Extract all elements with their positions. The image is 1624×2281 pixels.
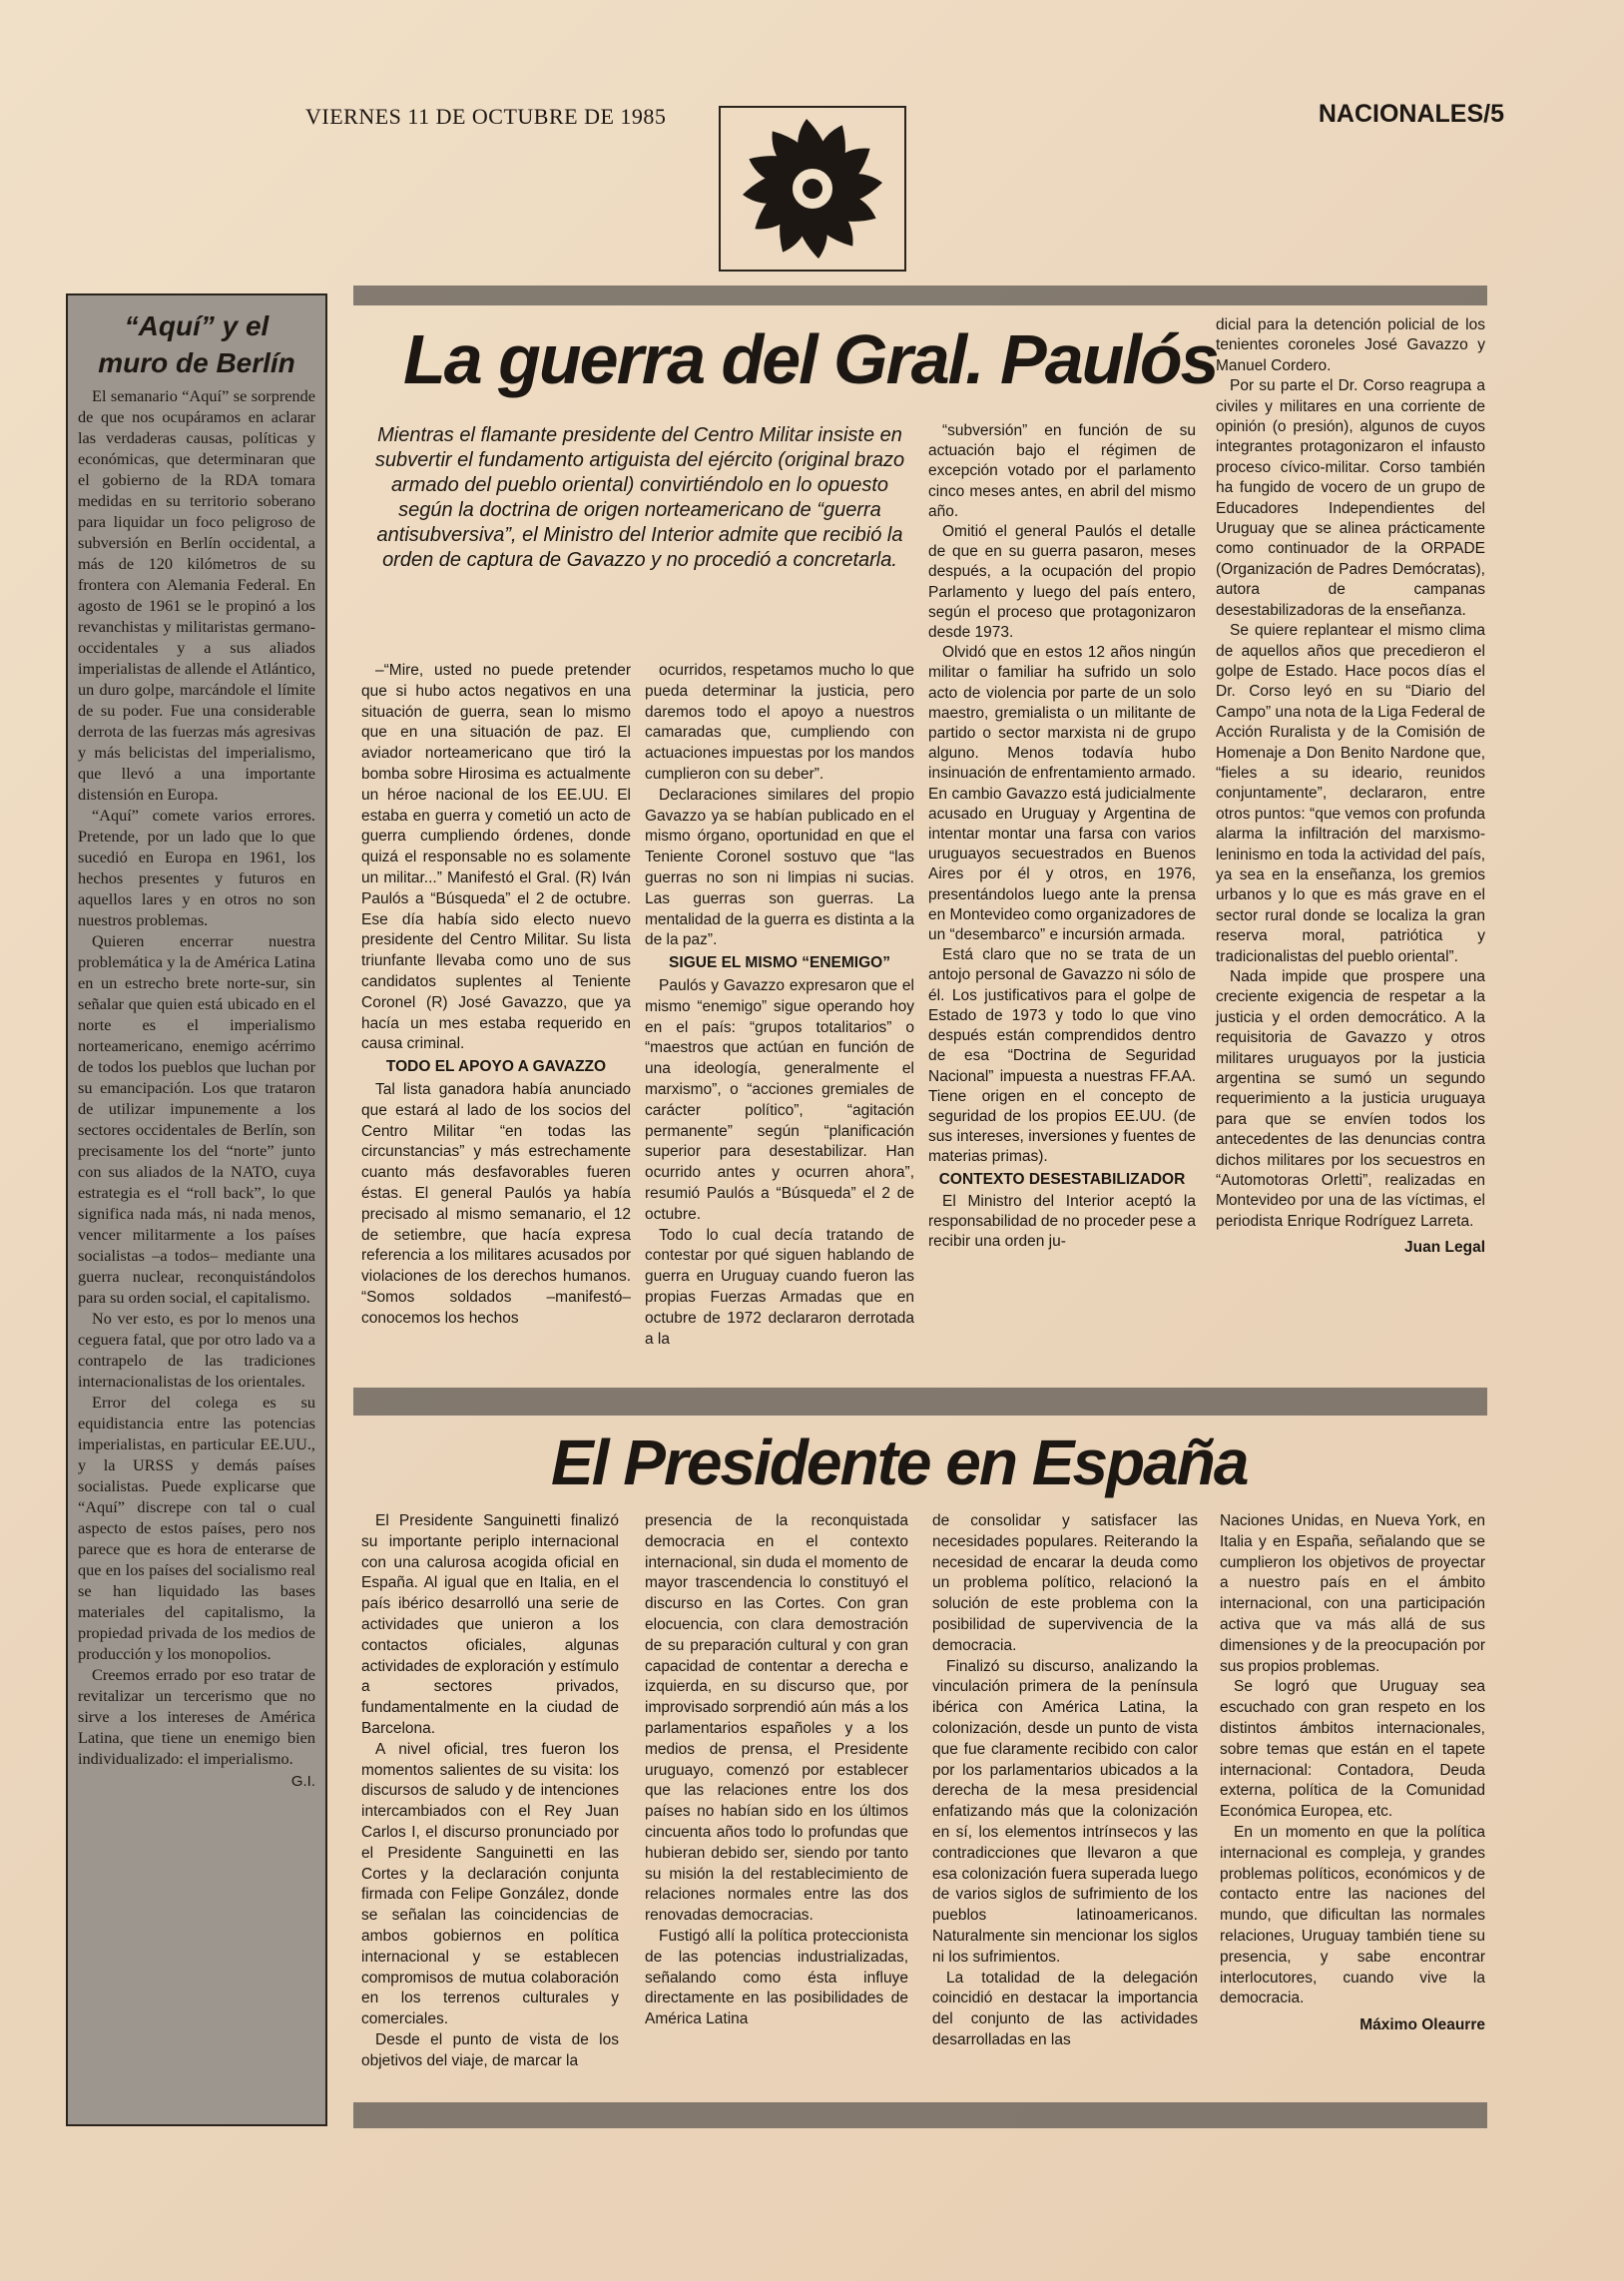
radial-sun-emblem-icon <box>721 108 904 270</box>
rule-middle <box>353 1388 1487 1416</box>
article2-paragraph: Naciones Unidas, en Nueva York, en Italia y en España, señalando que se cumplieron los objetivos de proyectar a nuestro país en el ámbito internacional, con una participación activa que va más allá de sus dimensiones y de la preocupación por sus propios problemas. <box>1220 1512 1485 1675</box>
article1-paragraph: dicial para la detención policial de los tenientes coroneles José Gavazzo y Manuel Cordero. <box>1216 316 1485 374</box>
sidebar-editorial-box <box>66 293 327 2126</box>
article2-column-4 <box>1220 1511 1485 2036</box>
article1-paragraph: Se quiere replantear el mismo clima de aquellos años que precedieron el golpe de Estado. Hace pocos días el Dr. Corso leyó en su “Diario del Campo” una nota de la Liga Federal de Acción Ruralista y de la Comisión de Homenaje a Don Benito Nardone que, “fieles a su ideario, reunidos conjuntamente”, declararon, entre otros puntos: “que vemos con profunda alarma la infiltración del marxismo-leninismo en toda la actividad del país, ya sea en la enseñanza, los gremios urbanos y lo que es más grave en el sector rural donde se localiza la gran reserva moral, patriótica y tradicionalistas del pueblo oriental”. <box>1216 622 1485 965</box>
sidebar-signature: G.I. <box>290 1773 315 1790</box>
article2-paragraph: Fustigó allí la política proteccionista de las potencias industrializadas, señalando como ésta influye directamente en las posibilidades de América Latina <box>645 1927 908 2028</box>
article2-paragraph: El Presidente Sanguinetti finalizó su importante periplo internacional con una calurosa acogida oficial en España. Al igual que en Italia, en el país ibérico desarrolló una serie de actividades que unieron a los contactos oficiales, algunas actividades de exploración y estímulo a sectores privados, fundamentalmente en la ciudad de Barcelona. <box>361 1512 619 1737</box>
article2-paragraph: Finalizó su discurso, analizando la vinculación primera de la península ibérica con América Latina, la colonización, desde un punto de vista que fue claramente recibido con calor por los parlamentarios ubicados a la derecha de la mesa presidencial enfatizando más que la colonización en sí, los elementos intrínsecos y las contradicciones que llevaron a que esa colonización fuera superada luego de varios siglos de sufrimiento de los pueblos latinoamericanos. Naturalmente sin mencionar los siglos ni los sufrimientos. <box>932 1657 1198 1966</box>
rule-top <box>353 285 1487 305</box>
article2-column-2 <box>645 1511 908 2030</box>
article1-subhead-1: TODO EL APOYO A GAVAZZO <box>385 1058 607 1076</box>
sidebar-paragraph: Creemos errado por eso tratar de revitalizar un tercerismo que no sirve a los intereses de América Latina, que tiene un enemigo bien individualizado: el imperialismo. <box>78 1665 315 1768</box>
article1-paragraph: Nada impide que prospere una creciente exigencia de respetar a la justicia y el orden democrático. A la requisitoria de Gavazzo y otros militares uruguayos por la justicia argentina se sumó un segundo requerimiento a la justicia uruguaya para que se envíen todos los antecedentes de las denuncias contra dichos militares por los secuestros en “Automotoras Orletti”, realizadas en Montevideo por una de las víctimas, el periodista Enrique Rodríguez Larreta. <box>1216 968 1485 1230</box>
article2-column-1 <box>361 1511 619 2072</box>
article1-column-4 <box>1216 315 1485 1259</box>
rule-bottom <box>353 2102 1487 2128</box>
article1-column-2 <box>645 661 914 1350</box>
article1-paragraph: Olvidó que en estos 12 años ningún militar o familiar ha sufrido un solo acto de violencia por parte de un solo maestro, gremialista o un militante de partido o sector marxista ni de grupo alguno. Menos todavía hubo insinuación de enfrentamiento armado. En cambio Gavazzo está judicialmente acusado en Uruguay y Argentina de intentar montar una farsa con varios uruguayos secuestrados en Buenos Aires por él y otros, en 1976, presentándolos luego ante la prensa en Montevideo como organizadores de un “desembarco” e incursión armada. <box>928 644 1196 944</box>
article2-column-3 <box>932 1511 1198 2051</box>
newspaper-emblem <box>719 106 906 272</box>
sidebar-body <box>78 385 315 1769</box>
article1-signature: Juan Legal <box>1404 1239 1485 1257</box>
article1-headline: La guerra del Gral. Paulós <box>403 320 1218 398</box>
sidebar-paragraph: El semanario “Aquí” se sorprende de que nos ocupáramos en aclarar las verdaderas causas, políticas y económicas, que determinaran que el gobierno de la RDA tomara medidas en su territorio soberano para liquidar un foco peligroso de subversión en Berlín occidental, a más de 120 kilómetros de su frontera con Alemania Federal. En agosto de 1961 se le propinó a los revanchistas y militaristas germano-occidentales y a sus aliados imperialistas de allende el Atlántico, un duro golpe, marcándole el límite de su poder. Fue una considerable derrota de las fuerzas más agresivas y más belicistas del imperialismo, que llevó a una importante distensión en Europa. <box>78 386 315 804</box>
article1-lead: Mientras el flamante presidente del Centro Militar insiste en subvertir el fundamento artiguista del ejército (original brazo armado del pueblo oriental) convirtiéndolo en lo opuesto según la doctrina de origen norteamericano de “guerra antisubversiva”, el Ministro del Interior admite que recibió la orden de captura de Gavazzo y no procedió a concretarla. <box>374 424 905 571</box>
article2-paragraph: La totalidad de la delegación coincidió en destacar la importancia del conjunto de las actividades desarrolladas en las <box>932 1969 1198 2048</box>
issue-date: VIERNES 11 DE OCTUBRE DE 1985 <box>305 104 667 129</box>
article1-paragraph: Paulós y Gavazzo expresaron que el mismo “enemigo” sigue operando hoy en el país: “grupos totalitarios” o “maestros que actúan en función de una ideología, generalmente el marxismo”, o “acciones gremiales de carácter político”, “agitación permanente” según “planificación superior para desestabilizar. Han ocurrido antes y ocurren ahora”, resumió Paulós a “Búsqueda” el 2 de octubre. <box>645 976 914 1223</box>
article1-paragraph: El Ministro del Interior aceptó la responsabilidad de no proceder pese a recibir una orden ju- <box>928 1192 1196 1251</box>
sidebar-title: “Aquí” y el muro de Berlín <box>98 310 295 378</box>
article1-subhead-2: SIGUE EL MISMO “ENEMIGO” <box>669 954 890 972</box>
article1-paragraph: ocurridos, respetamos mucho lo que pueda determinar la justicia, pero daremos todo el apoyo a nuestros camaradas que, cumpliendo con actuaciones impuestas por los mandos cumplieron con su deber”. <box>645 662 914 783</box>
article2-paragraph: En un momento en que la política internacional es compleja, y grandes problemas políticos, económicos y de contacto entre las naciones del mundo, que dificultan las normales relaciones, Uruguay también tiene su presencia, y sabe encontrar interlocutores, cuando vive la democracia. <box>1220 1823 1485 2007</box>
article2-headline: El Presidente en España <box>551 1426 1248 1498</box>
article1-column-3 <box>928 421 1196 1252</box>
sidebar-paragraph: Quieren encerrar nuestra problemática y la de América Latina en un estrecho brete norte-sur, sin señalar que quien está ubicado en el norte es el imperialismo norteamericano, enemigo acérrimo de todos los pueblos que luchan por su emancipación. Los que trataron de utilizar impunemente a los sectores occidentales de Berlín, son precisamente los del “norte” junto con sus aliados de la NATO, cuya estrategia es el “roll back”, lo que significa nada más, ni nada menos, vencer militarmente a los países socialistas –a todos– mediante una guerra nuclear, reconquistándolos para su orden social, el capitalismo. <box>78 931 315 1307</box>
article1-paragraph: Tal lista ganadora había anunciado que estará al lado de los socios del Centro Militar “en todas las circunstancias” y más estrechamente cuanto más desfavorables fueren éstas. El general Paulós ya había precisado al mismo semanario, el 12 de setiembre, que hacía expresa referencia a los militares acusados por violaciones de los derechos humanos. “Somos soldados –manifestó– conocemos los hechos <box>361 1080 631 1327</box>
article1-paragraph: Todo lo cual decía tratando de contestar por qué siguen hablando de guerra en Uruguay cuando fueron las propias Fuerzas Armadas que en octubre de 1972 declararon derrotada a la <box>645 1226 914 1348</box>
article2-paragraph: A nivel oficial, tres fueron los momentos salientes de su visita: los discursos de saludo y de intenciones intercambiados con el Rey Juan Carlos I, el discurso pronunciado por el Presidente Sanguinetti en las Cortes y la declaración conjunta firmada con Felipe González, donde se señalan las coincidencias de ambos gobiernos en política internacional y se establecen compromisos de mutua colaboración en los terrenos culturales y comerciales. <box>361 1740 619 2028</box>
article2-paragraph: de consolidar y satisfacer las necesidades populares. Reiterando la necesidad de encarar la deuda como un problema político, relacionó la solución de este problema con la posibilidad de supervivencia de la democracia. <box>932 1512 1198 1654</box>
sidebar-paragraph: Error del colega es su equidistancia entre las potencias imperialistas, en particular EE.UU., y la URSS y demás países socialistas. Puede explicarse que “Aquí” discrepe con tal o cual aspecto de estos países, pero nos parece que es hora de enterarse de que en los países del socialismo real se han liquidado las bases materiales del capitalismo, la propiedad privada de los medios de producción y los monopolios. <box>78 1393 315 1663</box>
article2-paragraph: Se logró que Uruguay sea escuchado con gran respeto en los distintos ámbitos internacionales, sobre temas que están en el tapete internacional: Contadora, Deuda externa, política de la Comunidad Económica Europea, etc. <box>1220 1678 1485 1821</box>
article1-paragraph: Omitió el general Paulós el detalle de que en su guerra pasaron, meses después, a la ocupación del propio Parlamento y luego del país entero, según el proceso que protagonizaron desde 1973. <box>928 523 1196 642</box>
article1-paragraph: “subversión” en función de su actuación bajo el régimen de excepción votado por el parlamento cinco meses antes, en abril del mismo año. <box>928 422 1196 520</box>
article1-subhead-3: CONTEXTO DESESTABILIZADOR <box>938 1170 1186 1188</box>
article2-signature: Máximo Oleaurre <box>1359 2016 1485 2034</box>
article1-paragraph: –“Mire, usted no puede pretender que si hubo actos negativos en una situación de guerra, sean lo mismo que en una situación de paz. El aviador norteamericano que tiró la bomba sobre Hirosima es actualmente un héroe nacional de los EE.UU. El estaba en guerra y cometió un acto de guerra cumpliendo órdenes, donde quizá el responsable no es solamente un militar...” Manifestó el Gral. (R) Iván Paulós a “Búsqueda” el 2 de octubre. Ese día había sido electo nuevo presidente del Centro Militar. Su lista triunfante llevaba como uno de sus candidatos suplentes al Teniente Coronel (R) José Gavazzo, que ya hacía un mes estaba requerido en causa criminal. <box>361 662 631 1053</box>
article1-paragraph: Está claro que no se trata de un antojo personal de Gavazzo ni sólo de él. Los justificativos para el golpe de Estado de 1973 y todo lo que vino después están comprendidos dentro de esa “Doctrina de Seguridad Nacional” impuesta a nuestras FF.AA. Tiene origen en el concepto de seguridad de los propios EE.UU. (de sus intereses, inversiones y fuentes de materias primas). <box>928 946 1196 1166</box>
article2-paragraph: Desde el punto de vista de los objetivos del viaje, de marcar la <box>361 2030 619 2069</box>
sidebar-paragraph: “Aquí” comete varios errores. Pretende, por un lado que lo que sucedió en Europa en 1961, los hechos presentes y futuros en aquellos lares y en otros no son nuestros problemas. <box>78 806 315 929</box>
sidebar-paragraph: No ver esto, es por lo menos una ceguera fatal, que por otro lado va a contrapelo de las tradiciones internacionalistas de los orientales. <box>78 1309 315 1391</box>
section-page-label: NACIONALES/5 <box>1318 100 1504 128</box>
article1-paragraph: Por su parte el Dr. Corso reagrupa a civiles y militares en una corriente de opinión (o presión), algunos de cuyos integrantes protagonizaron el infausto proceso cívico-militar. Corso también ha fungido de vocero de un grupo de Educadores Independientes del Uruguay que se alinea prácticamente como continuador de la ORPADE (Organización de Padres Demócratas), autora de campanas desestabilizadoras de la enseñanza. <box>1216 377 1485 619</box>
article2-paragraph: presencia de la reconquistada democracia en el contexto internacional, sin duda el momento de mayor trascendencia lo constituyó el discurso en las Cortes. Con gran elocuencia, con clara demostración de su preparación cultural y con gran capacidad de contentar a derecha e izquierda, en su discurso que, por improvisado sorprendió aún más a los parlamentarios españoles y a los medios de prensa, el Presidente uruguayo, comenzó por establecer que las relaciones entre los dos países no habían sido en los últimos cincuenta años todo lo profundas que hubieran debido ser, siendo por tanto su misión la del restablecimiento de relaciones normales entre las dos renovadas democracias. <box>645 1512 908 1925</box>
article1-paragraph: Declaraciones similares del propio Gavazzo ya se habían publicado en el mismo órgano, oportunidad en que el Teniente Coronel sostuvo que “las guerras no son ni limpias ni sucias. Las guerras son guerras. La mentalidad de la guerra es distinta a la de la paz”. <box>645 786 914 949</box>
article1-column-1 <box>361 661 631 1330</box>
